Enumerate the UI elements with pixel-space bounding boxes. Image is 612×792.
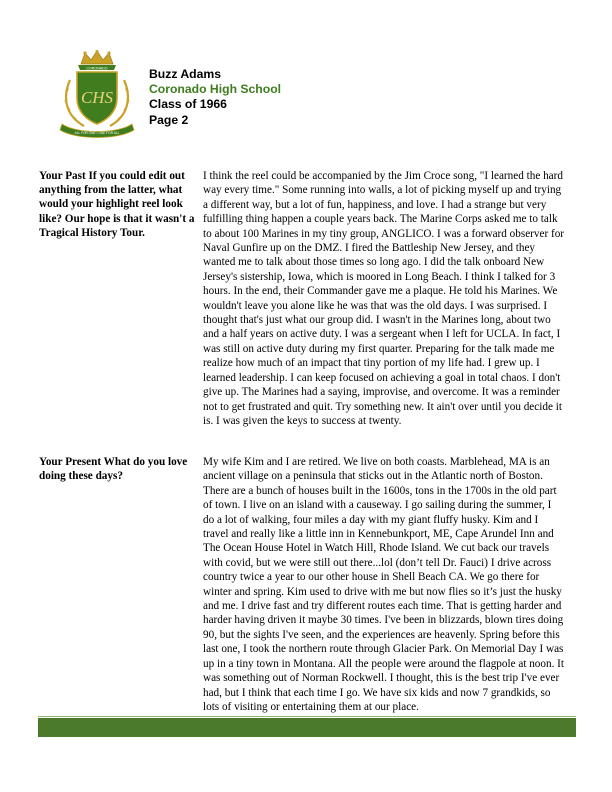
school-crest-logo — [56, 50, 138, 140]
question-present: Your Present What do you love doing these days? — [39, 456, 188, 483]
question-past: Your Past If you could edit out anything from the latter, what would your highlight reel look like? Our hope is that it wasn't a Tragical History Tour. — [39, 170, 195, 239]
crest-icon — [56, 50, 138, 140]
footer-bar — [38, 718, 576, 737]
page-number: Page 2 — [149, 112, 189, 127]
answer-past: I think the reel could be accompanied by the Jim Croce song, "I learned the hard way every time." Some running into walls, a lot of picking myself up and trying a different way, but a lot of fun, happiness, and love. I had a strange but very fulfilling thing happen a couple years back. The Marine Corps asked me to talk to about 100 Marines in my tiny group, ANGLICO. I was a forward observer for Naval Gunfire up on the DMZ. I fired the Battleship New Jersey, and they wanted me to talk about those times so long ago. I did the talk onboard New Jersey's sistership, Iowa, which is moored in Long Beach. I think I talked for 3 hours. In the end, their Commander gave me a plaque. He told his Marines. We wouldn't leave you alone like he was that was the old days. I was surprised. I thought that's just what our group did. I wasn't in the Marines long, about two and a half years on active duty. I was a sergeant when I left for UCLA. In fact, I was still on active duty during my first quarter. Preparing for the talk made me realize how much of an impact that tiny portion of my life had. I grew up. I learned leadership. I can keep focused on achieving a goal in total chaos. I don't give up. The Marines had a saying, improvise, and overcome. It was a reminder not to get frustrated and quit. Try something new. It ain't over until you decide it is. I was given the keys to success at twenty. — [203, 170, 565, 427]
crest-ribbon-text: ALL FOR ONE • ONE FOR ALL — [74, 131, 120, 136]
crest-monogram: CHS — [80, 88, 114, 107]
footer-divider — [38, 716, 576, 717]
answer-present: My wife Kim and I are retired. We live on both coasts. Marblehead, MA is an ancient village on a peninsula that sticks out in the Atlantic north of Boston. There are a bunch of houses built in the 1600s, tons in the 1700s in the old part of town. I live on an island with a causeway. I go sailing during the summer, I do a lot of walking, four miles a day with my giant fluffy husky. Kim and I travel and really like a little inn in Kennebunkport, ME, Cape Arundel Inn and The Ocean House Hotel in Watch Hill, Rhode Island. We cut back our travels with covid, but we were still out there...lol (don’t tell Dr. Fauci) I drive across country twice a year to our other house in Shell Beach CA. We go there for winter and spring. Kim used to drive with me but now flies so it’s just the husky and me. I drive fast and try different routes each time. That is getting harder and harder having driven it maybe 30 times. I've been in blizzards, blown tires doing 90, but the sights I've seen, and the experiences are heavenly. Spring before this last one, I took the northern route through Glacier Park. On Memorial Day I was up in a tiny town in Montana. All the people were around the flagpole at noon. It was something out of Norman Rockwell. I thought, this is the best trip I've ever had, but I think that each time I go. We have six kids and now 7 grandkids, so lots of visiting or entertaining them at our place. — [203, 456, 565, 713]
school-name: Coronado High School — [149, 82, 282, 97]
student-name: Buzz Adams — [149, 67, 222, 81]
crest-banner-text: CORONADO — [86, 66, 108, 71]
class-year: Class of 1966 — [149, 97, 227, 112]
document-header — [149, 67, 281, 128]
